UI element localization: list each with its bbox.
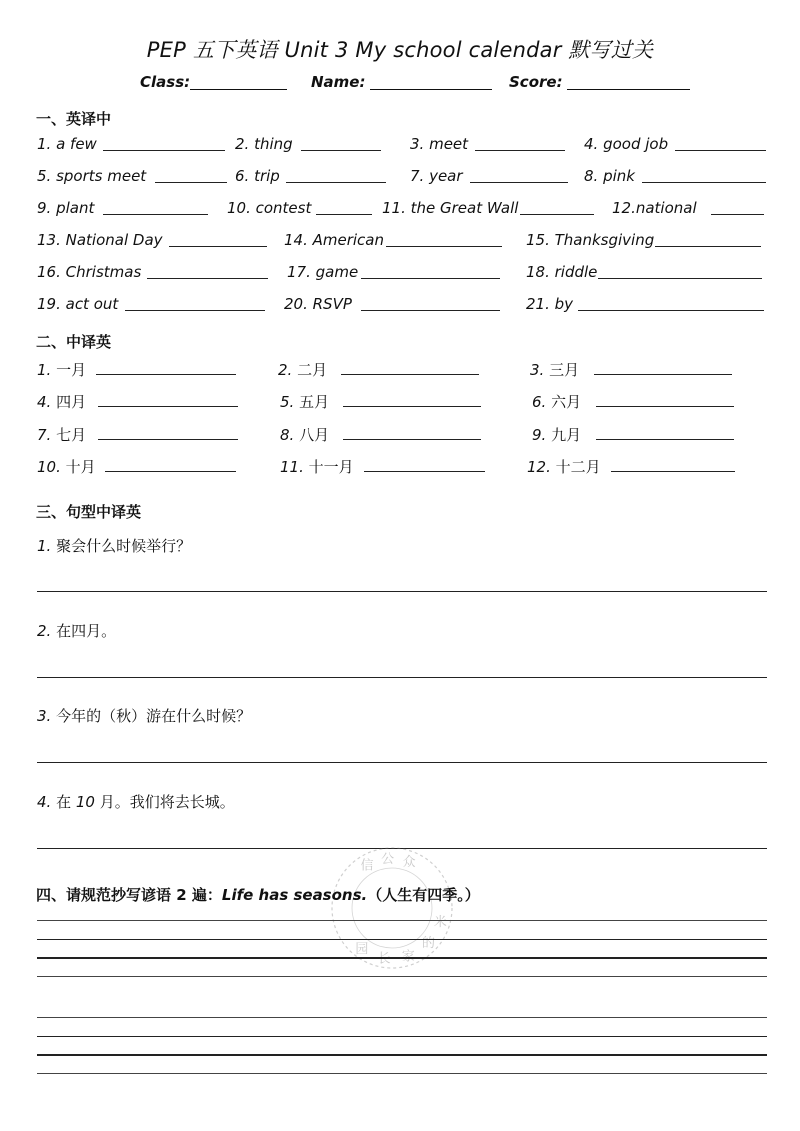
seal-outer-char: 信 (360, 858, 374, 874)
en-item-5: 5. sports meet (37, 167, 147, 185)
q2-text: 在四月。 (56, 622, 117, 640)
answer-line-11[interactable] (520, 214, 594, 215)
cn-item-5 (280, 391, 329, 412)
en-item-16: 16. Christmas (37, 263, 142, 281)
proverb-text: Life has seasons. (221, 886, 368, 904)
cn-answer-line-4[interactable] (98, 406, 238, 407)
en-item-13: 13. National Day (37, 231, 163, 249)
cn-item-6-num: 6. (532, 393, 547, 411)
en-item-6: 6. trip (235, 167, 280, 185)
cn-item-2-text: 二月 (297, 361, 328, 379)
cn-answer-line-6[interactable] (596, 406, 734, 407)
answer-line-8[interactable] (642, 182, 766, 183)
en-item-1: 1. a few (37, 135, 97, 153)
q4-text-number: 10 (75, 793, 95, 811)
cn-answer-line-3[interactable] (594, 374, 732, 375)
score-field[interactable] (567, 89, 690, 90)
copy-line-1a[interactable] (37, 920, 767, 921)
section2-heading: 二、中译英 (36, 333, 112, 351)
en-item-3: 3. meet (410, 135, 469, 153)
en-item-18: 18. riddle (526, 263, 598, 281)
en-item-7: 7. year (410, 167, 463, 185)
cn-item-6-text: 六月 (551, 393, 582, 411)
cn-answer-line-9[interactable] (596, 439, 734, 440)
cn-item-7 (37, 424, 86, 445)
cn-item-9-num: 9. (532, 426, 547, 444)
cn-item-10-text: 十月 (65, 458, 96, 476)
cn-item-2-num: 2. (278, 361, 293, 379)
answer-line-10[interactable] (316, 214, 372, 215)
en-item-14: 14. American (284, 231, 385, 249)
seal-outer-char: 众 (402, 855, 416, 871)
answer-line-3[interactable] (475, 150, 565, 151)
section4-heading-cn: 四、请规范抄写谚语 2 遍： (36, 886, 222, 904)
sentence-question-3 (37, 705, 251, 726)
page-title: PEP 五下英语 Unit 3 My school calendar 默写过关 (146, 38, 654, 62)
cn-item-4-num: 4. (37, 393, 52, 411)
copy-line-2a[interactable] (37, 1017, 767, 1018)
cn-item-1-num: 1. (37, 361, 52, 379)
answer-line-4[interactable] (675, 150, 766, 151)
en-item-8: 8. pink (584, 167, 635, 185)
sentence-question-2 (37, 620, 116, 641)
score-label: Score: (509, 73, 563, 91)
en-item-15: 15. Thanksgiving (526, 231, 655, 249)
answer-line-20[interactable] (361, 310, 500, 311)
cn-item-7-text: 七月 (56, 426, 87, 444)
seal-inner-char: 家 (401, 949, 415, 965)
cn-item-11-text: 十一月 (308, 458, 354, 476)
copy-line-1c[interactable] (37, 957, 767, 959)
answer-line-5[interactable] (155, 182, 227, 183)
cn-answer-line-5[interactable] (343, 406, 481, 407)
q4-num: 4. (37, 793, 52, 811)
cn-answer-line-1[interactable] (96, 374, 236, 375)
answer-line-2[interactable] (301, 150, 381, 151)
answer-line-14[interactable] (386, 246, 502, 247)
cn-item-9 (532, 424, 581, 445)
answer-line-12[interactable] (711, 214, 764, 215)
cn-answer-line-2[interactable] (341, 374, 479, 375)
answer-line-13[interactable] (169, 246, 267, 247)
class-label: Class: (140, 73, 191, 91)
en-item-21: 21. by (526, 295, 574, 313)
cn-item-8-num: 8. (280, 426, 295, 444)
cn-answer-line-11[interactable] (364, 471, 485, 472)
en-item-20: 20. RSVP (284, 295, 352, 313)
answer-line-21[interactable] (578, 310, 764, 311)
cn-answer-line-12[interactable] (611, 471, 735, 472)
cn-item-1-text: 一月 (56, 361, 87, 379)
cn-item-6 (532, 391, 581, 412)
seal-outer-char: 公 (381, 852, 395, 868)
answer-line-19[interactable] (125, 310, 265, 311)
cn-item-8-text: 八月 (299, 426, 330, 444)
cn-answer-line-10[interactable] (105, 471, 236, 472)
section1-heading: 一、英译中 (36, 110, 112, 128)
cn-item-3-text: 三月 (549, 361, 580, 379)
en-item-19: 19. act out (37, 295, 119, 313)
seal-inner-char: 长 (377, 951, 391, 967)
seal-inner-char: 园 (355, 941, 369, 957)
sentence-answer-line-2[interactable] (37, 677, 767, 678)
q1-num: 1. (37, 537, 52, 555)
copy-line-2d[interactable] (37, 1073, 767, 1074)
cn-item-10-num: 10. (37, 458, 61, 476)
cn-answer-line-7[interactable] (98, 439, 238, 440)
cn-item-3-num: 3. (530, 361, 545, 379)
cn-answer-line-8[interactable] (343, 439, 481, 440)
copy-line-2b[interactable] (37, 1036, 767, 1037)
answer-line-16[interactable] (147, 278, 268, 279)
en-item-4: 4. good job (584, 135, 669, 153)
proverb-translation: （人生有四季。） (367, 886, 480, 904)
class-field[interactable] (190, 89, 287, 90)
cn-item-12 (527, 456, 601, 477)
copy-line-1d[interactable] (37, 976, 767, 977)
cn-item-7-num: 7. (37, 426, 52, 444)
cn-item-12-num: 12. (527, 458, 551, 476)
sentence-answer-line-3[interactable] (37, 762, 767, 763)
seal-inner-char: 的 (422, 936, 436, 952)
q3-num: 3. (37, 707, 52, 725)
seal-inner-char: 米 (433, 914, 447, 930)
en-item-11: 11. the Great Wall (382, 199, 519, 217)
cn-item-4 (37, 391, 86, 412)
section4-heading (36, 884, 480, 905)
name-label: Name: (311, 73, 366, 91)
name-field[interactable] (370, 89, 492, 90)
q4-text-post: 月。我们将去长城。 (94, 793, 235, 811)
q1-text: 聚会什么时候举行？ (56, 537, 192, 555)
q3-text: 今年的（秋）游在什么时候？ (56, 707, 252, 725)
cn-item-12-text: 十二月 (555, 458, 601, 476)
sentence-question-4 (37, 791, 235, 812)
cn-item-11 (280, 456, 354, 477)
cn-item-5-num: 5. (280, 393, 295, 411)
answer-line-1[interactable] (103, 150, 225, 151)
cn-item-2 (278, 359, 327, 380)
answer-line-6[interactable] (286, 182, 386, 183)
cn-item-10 (37, 456, 96, 477)
cn-item-5-text: 五月 (299, 393, 330, 411)
answer-line-7[interactable] (470, 182, 568, 183)
en-item-17: 17. game (287, 263, 359, 281)
copy-line-2c[interactable] (37, 1054, 767, 1056)
en-item-9: 9. plant (37, 199, 95, 217)
en-item-12: 12.national (612, 199, 697, 217)
answer-line-18[interactable] (598, 278, 762, 279)
cn-item-9-text: 九月 (551, 426, 582, 444)
en-item-10: 10. contest (227, 199, 312, 217)
sentence-answer-line-1[interactable] (37, 591, 767, 592)
answer-line-9[interactable] (103, 214, 208, 215)
section3-heading: 三、句型中译英 (36, 503, 142, 521)
sentence-question-1 (37, 535, 191, 556)
cn-item-8 (280, 424, 329, 445)
cn-item-11-num: 11. (280, 458, 304, 476)
q2-num: 2. (37, 622, 52, 640)
en-item-2: 2. thing (235, 135, 293, 153)
q4-text-pre: 在 (56, 793, 76, 811)
answer-line-15[interactable] (655, 246, 761, 247)
cn-item-1 (37, 359, 86, 380)
copy-line-1b[interactable] (37, 939, 767, 940)
cn-item-3 (530, 359, 579, 380)
cn-item-4-text: 四月 (56, 393, 87, 411)
answer-line-17[interactable] (361, 278, 500, 279)
